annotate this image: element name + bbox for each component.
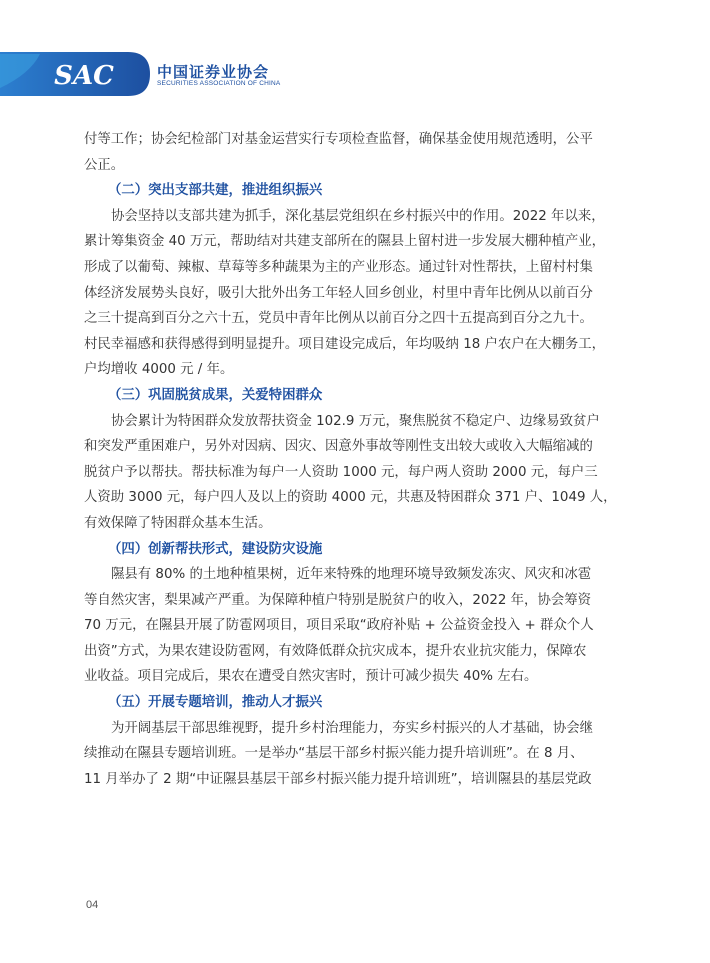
document-body bbox=[84, 127, 617, 792]
paragraph-line: 协会坚持以支部共建为抓手，深化基层党组织在乡村振兴中的作用。2022 年以来， bbox=[111, 208, 605, 224]
page-number: 04 bbox=[86, 899, 99, 911]
paragraph-line: 出资”方式，为果农建设防雹网，有效降低群众抗灾成本，提升农业抗灾能力，保障农 bbox=[84, 643, 587, 659]
paragraph-line: 为开阔基层干部思维视野，提升乡村治理能力，夯实乡村振兴的人才基础，协会继 bbox=[111, 720, 594, 736]
paragraph-line: 11 月举办了 2 期“中证隰县基层干部乡村振兴能力提升培训班”，培训隰县的基层党政 bbox=[84, 771, 592, 787]
paragraph-line: 隰县有 80% 的土地种植果树，近年来特殊的地理环境导致频发冻灾、风灾和冰雹 bbox=[111, 567, 592, 583]
org-name-en: SECURITIES ASSOCIATION OF CHINA bbox=[157, 80, 281, 87]
header-banner-graphic bbox=[0, 0, 710, 105]
paragraph-line: 形成了以葡萄、辣椒、草莓等多种蔬果为主的产业形态。通过针对性帮扶，上留村村集 bbox=[84, 259, 593, 275]
paragraph-line: 村民幸福感和获得感得到明显提升。项目建设完成后，年均吸纳 18 户农户在大棚务工， bbox=[84, 336, 606, 352]
paragraph-line: 业收益。项目完成后，果农在遭受自然灾害时，预计可减少损失 40% 左右。 bbox=[84, 669, 538, 685]
paragraph-line: 续推动在隰县专题培训班。一是举办“基层干部乡村振兴能力提升培训班”。在 8 月、 bbox=[84, 746, 584, 762]
paragraph-line: 和突发严重困难户，另外对因病、因灾、因意外事故等刚性支出较大或收入大幅缩减的 bbox=[84, 439, 593, 455]
paragraph-line: 体经济发展势头良好，吸引大批外出务工年轻人回乡创业，村里中青年比例从以前百分 bbox=[84, 285, 593, 301]
org-name-cn: 中国证券业协会 bbox=[157, 63, 270, 81]
paragraph-line: 协会累计为特困群众发放帮扶资金 102.9 万元，聚焦脱贫不稳定户、边缘易致贫户 bbox=[111, 413, 600, 429]
section-heading: （二）突出支部共建，推进组织振兴 bbox=[108, 183, 323, 199]
paragraph-line: 脱贫户予以帮扶。帮扶标准为每户一人资助 1000 元，每户两人资助 2000 元，每户三 bbox=[84, 464, 598, 480]
paragraph-line: 累计筹集资金 40 万元，帮助结对共建支部所在的隰县上留村进一步发展大棚种植产业， bbox=[84, 234, 606, 250]
paragraph-line: 公正。 bbox=[84, 157, 125, 173]
paragraph-line: 人资助 3000 元，每户四人及以上的资助 4000 元，共惠及特困群众 371 户、1049 人， bbox=[84, 490, 617, 506]
paragraph-line: 户均增收 4000 元 / 年。 bbox=[84, 362, 234, 378]
section-heading: （四）创新帮扶形式，建设防灾设施 bbox=[108, 541, 323, 557]
paragraph-line: 有效保障了特困群众基本生活。 bbox=[84, 515, 272, 531]
paragraph-line: 等自然灾害，梨果减产严重。为保障种植户特别是脱贫户的收入，2022 年，协会筹资 bbox=[84, 592, 592, 608]
section-heading: （五）开展专题培训，推动人才振兴 bbox=[108, 695, 323, 711]
sac-logo: SAC bbox=[54, 61, 114, 91]
paragraph-line: 70 万元，在隰县开展了防雹网项目，项目采取“政府补贴 + 公益资金投入 + 群众个人 bbox=[84, 618, 594, 634]
paragraph-line: 之三十提高到百分之六十五，党员中青年比例从以前百分之四十五提高到百分之九十。 bbox=[84, 311, 593, 327]
paragraph-line: 付等工作；协会纪检部门对基金运营实行专项检查监督，确保基金使用规范透明，公平 bbox=[84, 132, 593, 147]
section-heading: （三）巩固脱贫成果，关爱特困群众 bbox=[108, 387, 323, 403]
page-header bbox=[0, 0, 710, 105]
